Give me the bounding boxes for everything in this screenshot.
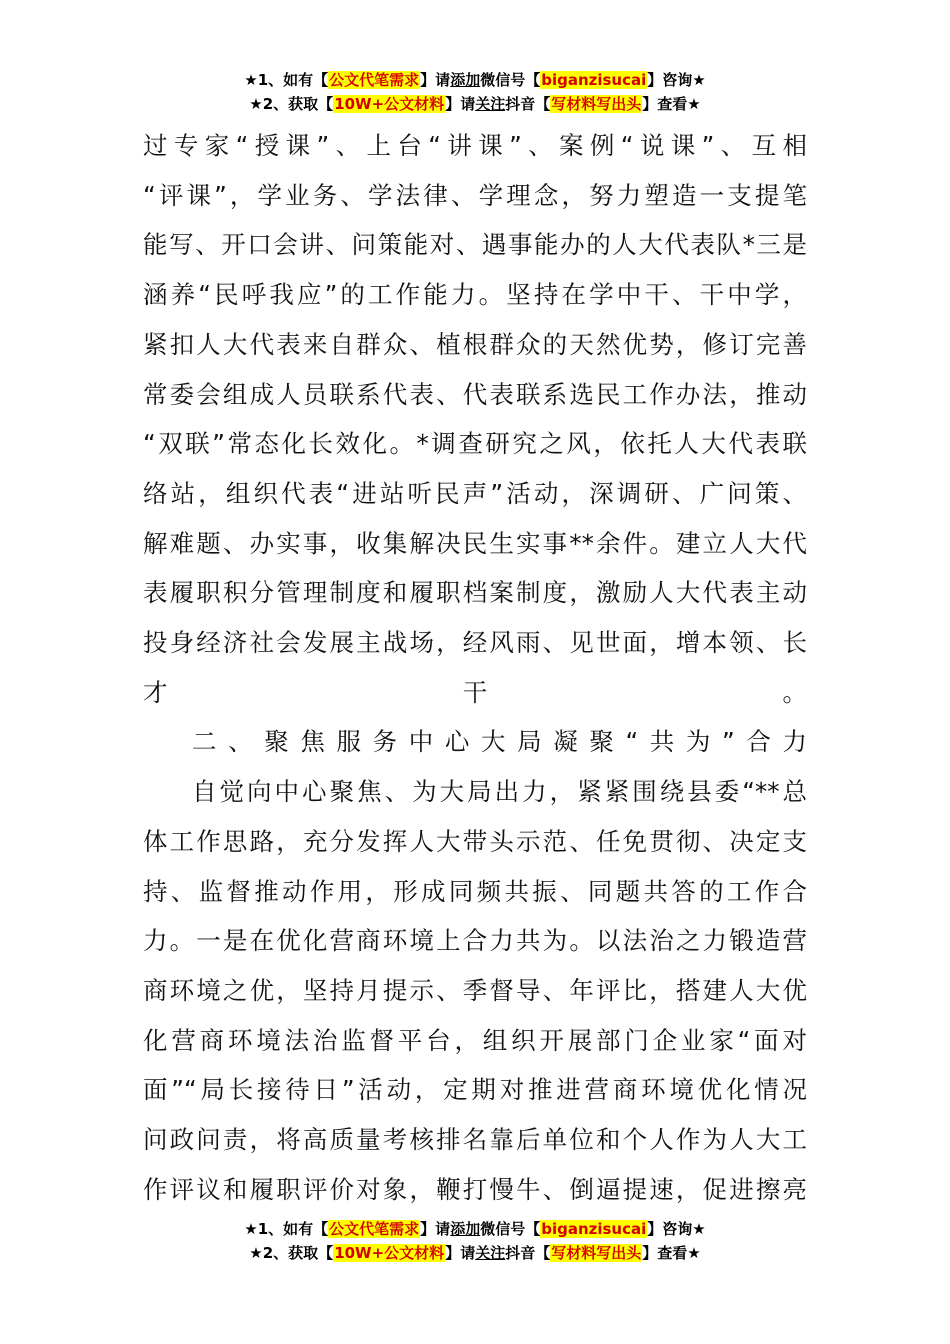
document-body — [143, 121, 807, 1214]
banner-text: 】请 — [420, 71, 451, 89]
paragraph-2 — [143, 767, 807, 1214]
text-line: 常委会组成人员联系代表、代表联系选民工作办法，推动 — [143, 379, 807, 409]
banner-text: 】咨询★ — [647, 71, 706, 89]
banner-text: 】查看★ — [642, 1244, 701, 1262]
banner-highlight: 写材料写出头 — [551, 95, 642, 113]
text-line: 络站，组织代表“进站听民声”活动，深调研、广问策、 — [143, 478, 807, 508]
banner-underlined-text: 添加 — [450, 1220, 481, 1238]
text-line: “双联”常态化长效化。*调查研究之风，依托人大代表联 — [143, 429, 807, 459]
text-line: 力。一是在优化营商环境上合力共为。以法治之力锻造营 — [143, 926, 807, 956]
banner-text: 】查看★ — [642, 95, 701, 113]
banner-text: 】请 — [445, 1244, 476, 1262]
banner-highlight: 公文代笔需求 — [329, 1220, 420, 1238]
banner-text: ★1、如有【 — [244, 71, 329, 89]
banner-highlight: biganzisucai — [541, 71, 647, 89]
banner-highlight: 写材料写出头 — [551, 1244, 642, 1262]
top-banner — [0, 68, 950, 116]
banner-text: 】请 — [420, 1220, 451, 1238]
banner-highlight: 10W+公文材料 — [334, 1244, 445, 1262]
banner-underlined-text: 关注 — [475, 95, 506, 113]
paragraph-1 — [143, 121, 807, 717]
banner-text: 抖音【 — [505, 1244, 551, 1262]
text-line: 作评议和履职评价对象，鞭打慢牛、倒逼提速，促进擦亮 — [143, 1174, 807, 1204]
text-line: 商环境之优，坚持月提示、季督导、年评比，搭建人大优 — [143, 975, 807, 1005]
banner-highlight: 公文代笔需求 — [329, 71, 420, 89]
text-line: 自觉向中心聚焦、为大局出力，紧紧围绕县委“**总 — [192, 777, 807, 807]
banner-line-2 — [0, 1241, 950, 1265]
banner-underlined-text: 关注 — [475, 1244, 506, 1262]
text-line: 能写、开口会讲、问策能对、遇事能办的人大代表队*三是 — [143, 230, 807, 260]
text-line: 紧扣人大代表来自群众、植根群众的天然优势，修订完善 — [143, 329, 807, 359]
banner-text: 微信号【 — [480, 71, 541, 89]
text-line: 持、监督推动作用，形成同频共振、同题共答的工作合 — [143, 876, 807, 906]
text-line: 解难题、办实事，收集解决民生实事**余件。建立人大代 — [143, 528, 807, 558]
banner-text: 】请 — [445, 95, 476, 113]
banner-line-1 — [0, 68, 950, 92]
banner-text: 抖音【 — [505, 95, 551, 113]
text-line: 过专家“授课”、上台“讲课”、案例“说课”、互相 — [143, 131, 807, 160]
bottom-banner — [0, 1217, 950, 1265]
text-line: 投身经济社会发展主战场，经风雨、见世面，增本领、长 — [143, 628, 807, 658]
banner-text: 】咨询★ — [647, 1220, 706, 1238]
text-line: 问政问责，将高质量考核排名靠后单位和个人作为人大工 — [143, 1125, 807, 1155]
text-line: 面”“局长接待日”活动，定期对推进营商环境优化情况 — [143, 1075, 807, 1105]
text-line: 才干。 — [143, 677, 807, 707]
banner-line-2 — [0, 92, 950, 116]
text-line: 体工作思路，充分发挥人大带头示范、任免贯彻、决定支 — [143, 826, 807, 856]
text-line: 涵养“民呼我应”的工作能力。坚持在学中干、干中学， — [143, 280, 807, 310]
banner-highlight: biganzisucai — [541, 1220, 647, 1238]
banner-text: 微信号【 — [480, 1220, 541, 1238]
banner-underlined-text: 添加 — [450, 71, 481, 89]
text-line: 表履职积分管理制度和履职档案制度，激励人大代表主动 — [143, 578, 807, 608]
text-line: 化营商环境法治监督平台，组织开展部门企业家“面对 — [143, 1025, 807, 1055]
heading-text: 二、聚焦服务中心大局凝聚“共为”合力 — [192, 727, 807, 757]
banner-line-1 — [0, 1217, 950, 1241]
section-heading — [143, 717, 807, 767]
banner-text: ★2、获取【 — [249, 1244, 334, 1262]
text-line: “评课”，学业务、学法律、学理念，努力塑造一支提笔 — [143, 180, 807, 210]
banner-text: ★2、获取【 — [249, 95, 334, 113]
banner-text: ★1、如有【 — [244, 1220, 329, 1238]
banner-highlight: 10W+公文材料 — [334, 95, 445, 113]
